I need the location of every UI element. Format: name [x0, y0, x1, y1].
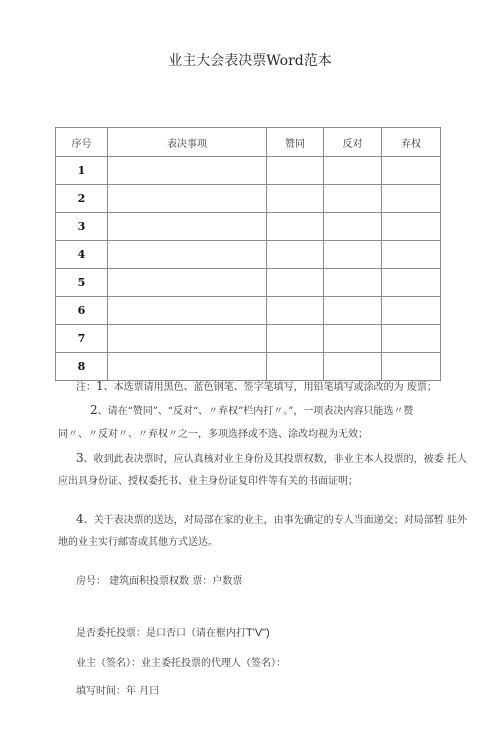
row-number: 3	[56, 213, 108, 241]
abstain-cell[interactable]	[382, 325, 441, 353]
matter-cell[interactable]	[108, 269, 267, 297]
note-number: 2	[90, 403, 98, 417]
abstain-cell[interactable]	[382, 297, 441, 325]
entrust-label: 是否委托投票：是口否口（请在框内打	[76, 628, 246, 639]
note-number: 4	[76, 512, 84, 526]
note-number: 1	[96, 379, 104, 393]
oppose-cell[interactable]	[324, 213, 382, 241]
table-header-row	[56, 128, 441, 157]
approve-cell[interactable]	[267, 185, 324, 213]
approve-cell[interactable]	[267, 269, 324, 297]
vote-table	[55, 127, 441, 381]
matter-cell[interactable]	[108, 241, 267, 269]
approve-cell[interactable]	[267, 241, 324, 269]
note-prefix: 注：	[76, 382, 96, 393]
oppose-cell[interactable]	[324, 185, 382, 213]
note-text: 、请在“赞同”、“反对“、〃弃权”栏内打〃。”，一项表决内容只能选〃赞	[97, 406, 414, 417]
abstain-cell[interactable]	[382, 241, 441, 269]
entrust-field	[76, 626, 270, 641]
table-row	[56, 297, 441, 325]
table-row	[56, 185, 441, 213]
matter-cell[interactable]	[108, 185, 267, 213]
matter-cell[interactable]	[108, 157, 267, 185]
header-number: 序号	[56, 128, 108, 157]
note-3-line-1	[76, 451, 467, 467]
note-2-line-1	[90, 403, 413, 419]
note-1	[76, 379, 437, 395]
oppose-cell[interactable]	[324, 269, 382, 297]
document-title: 业主大会表决票Word范本	[168, 53, 332, 69]
table-row	[56, 353, 441, 381]
abstain-cell[interactable]	[382, 269, 441, 297]
abstain-cell[interactable]	[382, 213, 441, 241]
row-number: 1	[56, 157, 108, 185]
note-4-line-1	[76, 512, 467, 528]
approve-cell[interactable]	[267, 157, 324, 185]
header-matter: 表决事项	[108, 128, 267, 157]
header-oppose: 反对	[324, 128, 382, 157]
oppose-cell[interactable]	[324, 241, 382, 269]
approve-cell[interactable]	[267, 325, 324, 353]
approve-cell[interactable]	[267, 297, 324, 325]
row-number: 6	[56, 297, 108, 325]
matter-cell[interactable]	[108, 353, 267, 381]
room-field: 房号： 建筑面积投票权数 票：户数票	[76, 576, 243, 587]
oppose-cell[interactable]	[324, 325, 382, 353]
note-2-line-2: 同〃、〃反对〃、〃弃权〃之一，多项选择或不选、涂改均视为无效；	[58, 429, 368, 440]
oppose-cell[interactable]	[324, 297, 382, 325]
note-number: 3	[76, 451, 84, 465]
matter-cell[interactable]	[108, 325, 267, 353]
table-row	[56, 269, 441, 297]
note-text: 、收到此表决票时，应认真核对业主身份及其投票权数，非业主本人投票的，被委 托人	[83, 454, 467, 465]
entrust-mark: T'V")	[246, 627, 270, 639]
row-number: 2	[56, 185, 108, 213]
abstain-cell[interactable]	[382, 157, 441, 185]
matter-cell[interactable]	[108, 213, 267, 241]
table-row	[56, 241, 441, 269]
header-abstain: 弃权	[382, 128, 441, 157]
approve-cell[interactable]	[267, 353, 324, 381]
note-3-line-2: 应出具身份证、授权委托书、业主身份证复印件等有关的书面证明；	[58, 476, 358, 487]
abstain-cell[interactable]	[382, 353, 441, 381]
date-field: 填写时间：年 月曰	[76, 686, 160, 697]
note-text: 、本选票请用黑色、蓝色钢笔、签字笔填写，用铅笔填写或涂改的为 废票；	[103, 382, 437, 393]
table-row	[56, 325, 441, 353]
note-text: 、关于表决票的送达，对局部在家的业主，由事先确定的专人当面递交；对局部暂 驻外	[83, 515, 467, 526]
row-number: 8	[56, 353, 108, 381]
approve-cell[interactable]	[267, 213, 324, 241]
oppose-cell[interactable]	[324, 353, 382, 381]
table-row	[56, 157, 441, 185]
signature-field: 业主（签名）：业主委托投票的代理人（签名）：	[76, 658, 286, 669]
row-number: 4	[56, 241, 108, 269]
header-approve: 赞同	[267, 128, 324, 157]
row-number: 7	[56, 325, 108, 353]
oppose-cell[interactable]	[324, 157, 382, 185]
matter-cell[interactable]	[108, 297, 267, 325]
note-4-line-2: 地的业主实行邮寄或其他方式送达。	[58, 537, 218, 548]
row-number: 5	[56, 269, 108, 297]
abstain-cell[interactable]	[382, 185, 441, 213]
table-row	[56, 213, 441, 241]
